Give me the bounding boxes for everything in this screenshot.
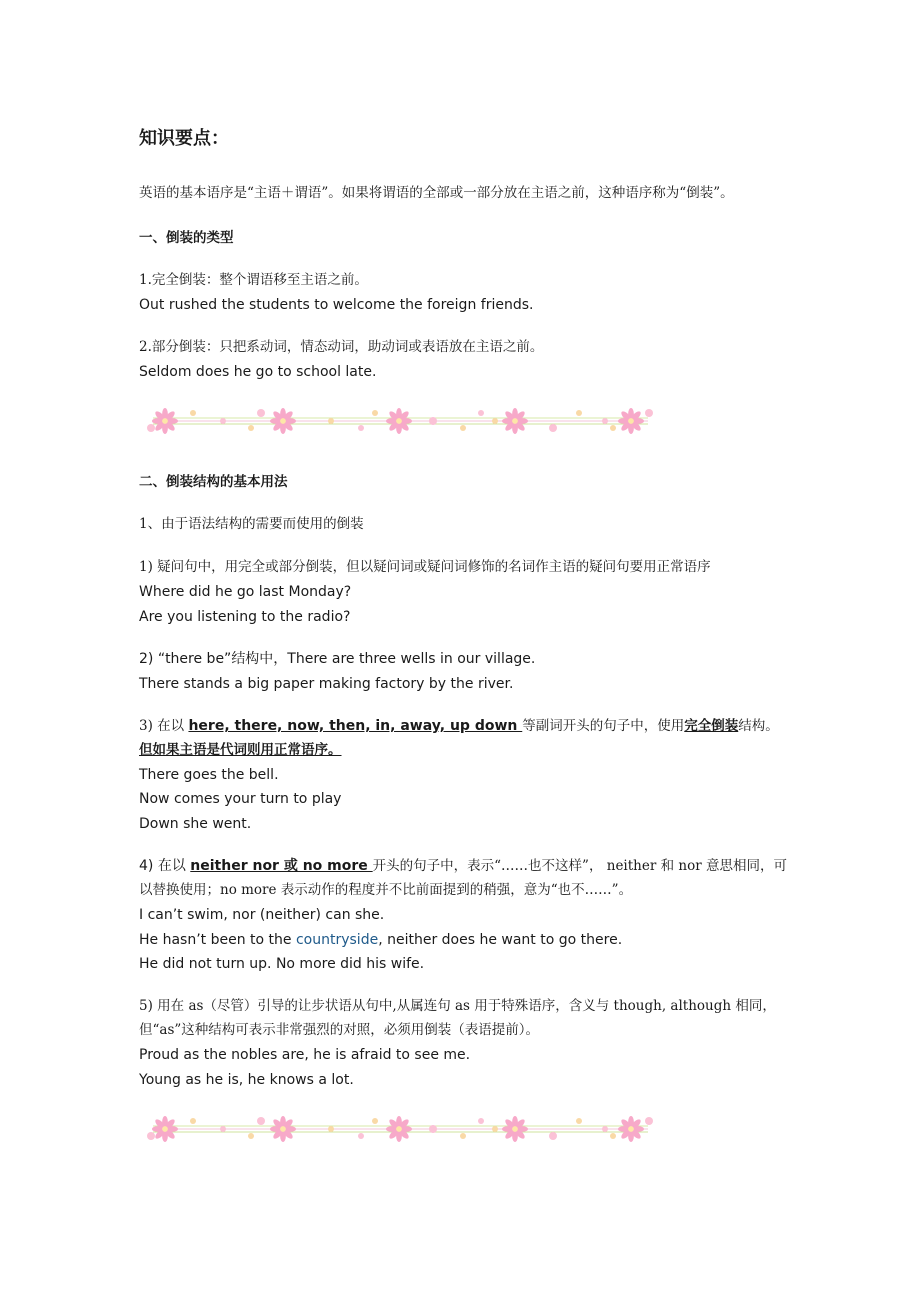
point4-example-3: He did not turn up. No more did his wife. — [139, 956, 425, 972]
point4-line2: 以替换使用；no more 表示动作的程度并不比前面提到的稍强，意为“也不……”。 — [139, 882, 633, 898]
point4-words: neither nor 或 no more — [190, 858, 373, 874]
flower-icon — [502, 1116, 528, 1142]
flower-dot — [645, 409, 653, 417]
flower-icon — [152, 408, 178, 434]
point1-example-1: Where did he go last Monday? — [139, 584, 352, 600]
flower-dot — [492, 1126, 498, 1132]
flower-dot — [478, 1118, 484, 1124]
flower-dot — [372, 410, 378, 416]
point5-line2: 但“as”这种结构可表示非常强烈的对照，必须用倒装（表语提前）。 — [139, 1022, 540, 1038]
flower-dot — [358, 425, 364, 431]
flower-dot — [576, 410, 582, 416]
section1-item1-label: 1.完全倒装：整个谓语移至主语之前。 — [139, 272, 368, 288]
point4-example-2-b: , neither does he want to go there. — [378, 932, 623, 948]
point5-text: 5) 用在 as（尽管）引导的让步状语从句中,从属连句 as 用于特殊语序，含义与 though, although 相同， — [139, 998, 776, 1014]
flower-dot — [190, 1118, 196, 1124]
flower-dot — [602, 418, 608, 424]
flower-divider-2 — [143, 1112, 655, 1146]
flower-dot — [257, 1117, 265, 1125]
flower-dot — [645, 1117, 653, 1125]
point4-example-2 — [139, 930, 622, 950]
point3-prefix: 3) 在以 — [139, 718, 189, 734]
flower-icon — [386, 408, 412, 434]
section1-item2-label: 2.部分倒装：只把系动词，情态动词，助动词或表语放在主语之前。 — [139, 339, 544, 355]
point4-example-2-a: He hasn’t been to the — [139, 932, 296, 948]
section1-item1-example: Out rushed the students to welcome the foreign friends. — [139, 297, 534, 313]
section2-title: 二、倒装结构的基本用法 — [139, 474, 288, 490]
flower-dot — [429, 417, 437, 425]
point1-text: 1) 疑问句中，用完全或部分倒装，但以疑问词或疑问词修饰的名词作主语的疑问句要用正常语序 — [139, 559, 711, 575]
intro-paragraph: 英语的基本语序是“主语＋谓语”。如果将谓语的全部或一部分放在主语之前，这种语序称为“倒装”。 — [139, 185, 734, 201]
point3-line2: 但如果主语是代词则用正常语序。 — [139, 742, 342, 758]
flower-dot — [460, 425, 466, 431]
flower-icon — [270, 408, 296, 434]
point4-line1 — [139, 856, 787, 876]
flower-dot — [328, 418, 334, 424]
point3-line1 — [139, 716, 779, 736]
flower-dot — [460, 1133, 466, 1139]
flower-dot — [220, 1126, 226, 1132]
point4-rest: 开头的句子中，表示“……也不这样”， neither 和 nor 意思相同，可 — [372, 858, 787, 874]
point3-example-2: Now comes your turn to play — [139, 791, 342, 807]
flower-icon — [618, 408, 644, 434]
point4-example-1: I can’t swim, nor (neither) can she. — [139, 907, 385, 923]
flower-icon — [152, 1116, 178, 1142]
section1-title: 一、倒装的类型 — [139, 230, 234, 246]
flower-dot — [190, 410, 196, 416]
flower-dot — [576, 1118, 582, 1124]
section2-subtitle: 1、由于语法结构的需要而使用的倒装 — [139, 516, 364, 532]
point2-text: 2) “there be”结构中，There are three wells in our village. — [139, 651, 536, 667]
point4-prefix: 4) 在以 — [139, 858, 191, 874]
flower-dot — [372, 1118, 378, 1124]
point3-adverbs: here, there, now, then, in, away, up down — [188, 718, 523, 734]
flower-dot — [478, 410, 484, 416]
point2-example-1: There stands a big paper making factory by the river. — [139, 676, 514, 692]
countryside-link[interactable]: countryside — [295, 932, 379, 948]
flower-divider-1 — [143, 404, 655, 438]
flower-dot — [147, 1132, 155, 1140]
flower-dot — [549, 1132, 557, 1140]
flower-icon — [386, 1116, 412, 1142]
flower-dot — [147, 424, 155, 432]
point3-example-1: There goes the bell. — [139, 767, 279, 783]
flower-dot — [549, 424, 557, 432]
flower-dot — [220, 418, 226, 424]
point5-example-2: Young as he is, he knows a lot. — [139, 1072, 354, 1088]
page-title: 知识要点： — [139, 128, 229, 149]
section1-item2-example: Seldom does he go to school late. — [139, 364, 377, 380]
flower-icon — [270, 1116, 296, 1142]
flower-dot — [257, 409, 265, 417]
flower-icon — [618, 1116, 644, 1142]
point3-mid: 等副词开头的句子中，使用 — [522, 718, 685, 734]
point5-example-1: Proud as the nobles are, he is afraid to see me. — [139, 1047, 471, 1063]
flower-dot — [429, 1125, 437, 1133]
point3-term: 完全倒装 — [684, 718, 739, 734]
flower-dot — [610, 1133, 616, 1139]
point1-example-2: Are you listening to the radio? — [139, 609, 351, 625]
flower-icon — [502, 408, 528, 434]
flower-dot — [492, 418, 498, 424]
flower-dot — [248, 425, 254, 431]
flower-dot — [358, 1133, 364, 1139]
flower-dot — [602, 1126, 608, 1132]
point3-example-3: Down she went. — [139, 816, 252, 832]
point3-end: 结构。 — [738, 718, 779, 734]
flower-dot — [610, 425, 616, 431]
flower-dot — [248, 1133, 254, 1139]
flower-dot — [328, 1126, 334, 1132]
